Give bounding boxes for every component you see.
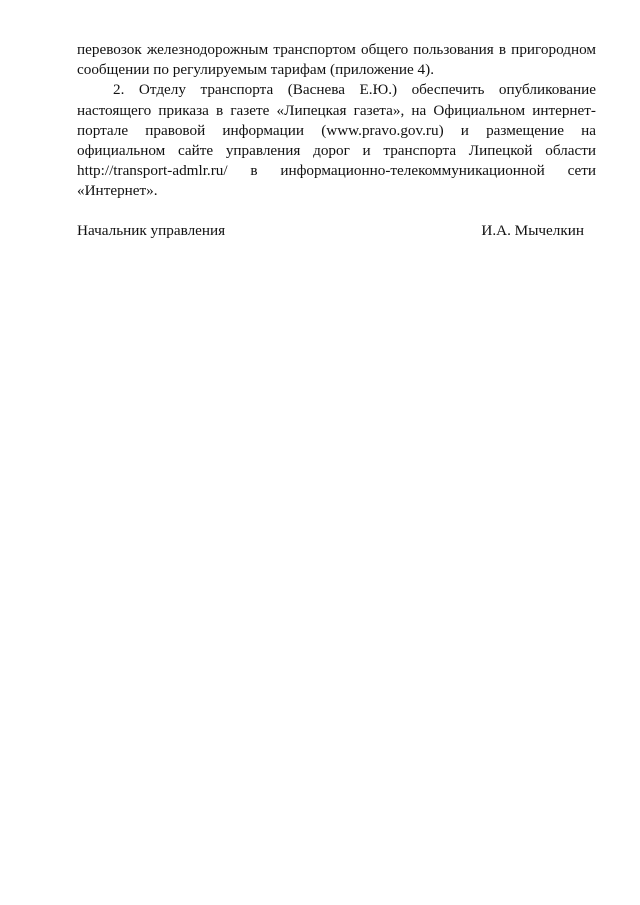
signatory-position: Начальник управления: [77, 222, 226, 239]
signatory-name: И.А. Мычелкин: [481, 222, 584, 239]
document-body: [77, 40, 596, 202]
paragraph-item-2: 2. Отделу транспорта (Васнева Е.Ю.) обеспечить опубликование настоящего приказа в газете «Липецкая газета», на Официальном интернет-портале правовой информации (www.pravo.gov.ru) и размещение на официальном сайте управления дорог и транспорта Липецкой области http://transport-admlr.ru/ в информационно-телекоммуникационной сети «Интернет».: [77, 81, 596, 200]
signature-block: [77, 221, 584, 241]
paragraph-continuation: перевозок железнодорожным транспортом общего пользования в пригородном сообщении по регулируемым тарифам (приложение 4).: [77, 41, 596, 79]
